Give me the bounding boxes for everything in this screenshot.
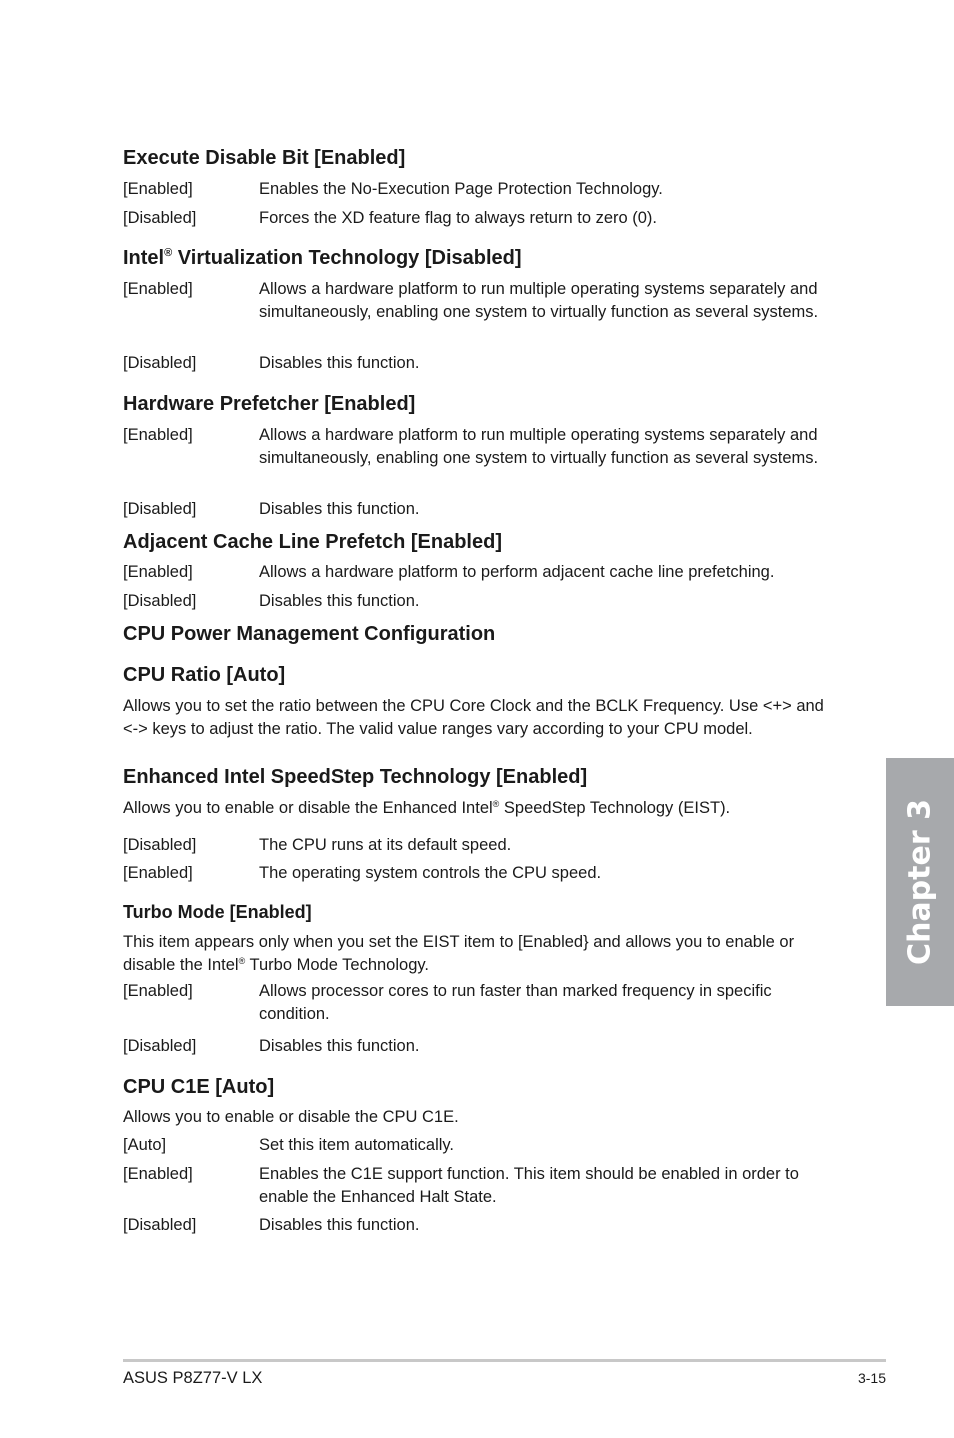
option-description: Disables this function.	[259, 354, 420, 372]
footer-product-name: ASUS P8Z77-V LX	[123, 1369, 263, 1387]
footer-page-number: 3-15	[857, 1370, 886, 1386]
option-description: Set this item automatically.	[259, 1136, 455, 1154]
option-label: [Enabled]	[123, 864, 193, 882]
option-label: [Disabled]	[123, 209, 197, 227]
heading-cpu-power-management: CPU Power Management Configuration	[123, 623, 496, 645]
heading-execute-disable-bit: Execute Disable Bit [Enabled]	[123, 147, 406, 169]
heading-adjacent-cache-line-prefetch: Adjacent Cache Line Prefetch [Enabled]	[123, 531, 502, 553]
option-label: [Enabled]	[123, 563, 193, 581]
heading-hardware-prefetcher: Hardware Prefetcher [Enabled]	[123, 393, 416, 415]
option-label: [Enabled]	[123, 982, 193, 1000]
option-label: [Enabled]	[123, 1165, 193, 1183]
heading-cpu-c1e: CPU C1E [Auto]	[123, 1076, 275, 1098]
heading-enhanced-intel-speedstep: Enhanced Intel SpeedStep Technology [Enabled]	[123, 766, 588, 788]
turbo-mode-description: This item appears only when you set the EIST item to [Enabled} and allows you to enable or disable the Intel® Turbo Mode Technology.	[123, 933, 795, 974]
option-description: Disables this function.	[259, 1216, 420, 1234]
chapter-tab	[886, 758, 954, 1006]
option-description: The CPU runs at its default speed.	[259, 836, 512, 854]
footer-divider	[123, 1359, 886, 1362]
option-description: Disables this function.	[259, 1037, 420, 1055]
option-description: Disables this function.	[259, 592, 420, 610]
option-label: [Disabled]	[123, 1037, 197, 1055]
cpu-c1e-description: Allows you to enable or disable the CPU C1E.	[123, 1108, 459, 1126]
option-description: Enables the No-Execution Page Protection Technology.	[259, 180, 663, 198]
heading-cpu-ratio: CPU Ratio [Auto]	[123, 664, 286, 686]
option-label: [Auto]	[123, 1136, 167, 1154]
eist-description: Allows you to enable or disable the Enhanced Intel® SpeedStep Technology (EIST).	[123, 799, 731, 817]
option-label: [Disabled]	[123, 836, 197, 854]
option-label: [Disabled]	[123, 1216, 197, 1234]
option-label: [Disabled]	[123, 354, 197, 372]
cpu-ratio-description: Allows you to set the ratio between the CPU Core Clock and the BCLK Frequency. Use <+> and <-> keys to adjust the ratio. The valid value ranges vary according to your CPU model.	[123, 697, 824, 738]
option-description: Enables the C1E support function. This item should be enabled in order to enable the Enhanced Halt State.	[259, 1165, 799, 1206]
option-label: [Disabled]	[123, 592, 197, 610]
heading-turbo-mode: Turbo Mode [Enabled]	[123, 902, 312, 922]
option-label: [Enabled]	[123, 180, 193, 198]
option-description: Allows a hardware platform to run multiple operating systems separately and simultaneously, enabling one system to virtually function as several systems.	[259, 280, 819, 321]
option-description: Disables this function.	[259, 500, 420, 518]
option-label: [Enabled]	[123, 280, 193, 298]
option-label: [Enabled]	[123, 426, 193, 444]
option-description: Allows a hardware platform to perform adjacent cache line prefetching.	[259, 563, 775, 581]
option-label: [Disabled]	[123, 500, 197, 518]
option-description: Allows a hardware platform to run multiple operating systems separately and simultaneously, enabling one system to virtually function as several systems.	[259, 426, 819, 467]
option-description: Forces the XD feature flag to always return to zero (0).	[259, 209, 658, 227]
chapter-tab-label: Chapter 3	[902, 799, 938, 965]
heading-virtualization-technology: Intel® Virtualization Technology [Disabled]	[123, 247, 522, 269]
option-description: The operating system controls the CPU speed.	[259, 864, 602, 882]
option-description: Allows processor cores to run faster than marked frequency in specific condition.	[259, 982, 772, 1023]
